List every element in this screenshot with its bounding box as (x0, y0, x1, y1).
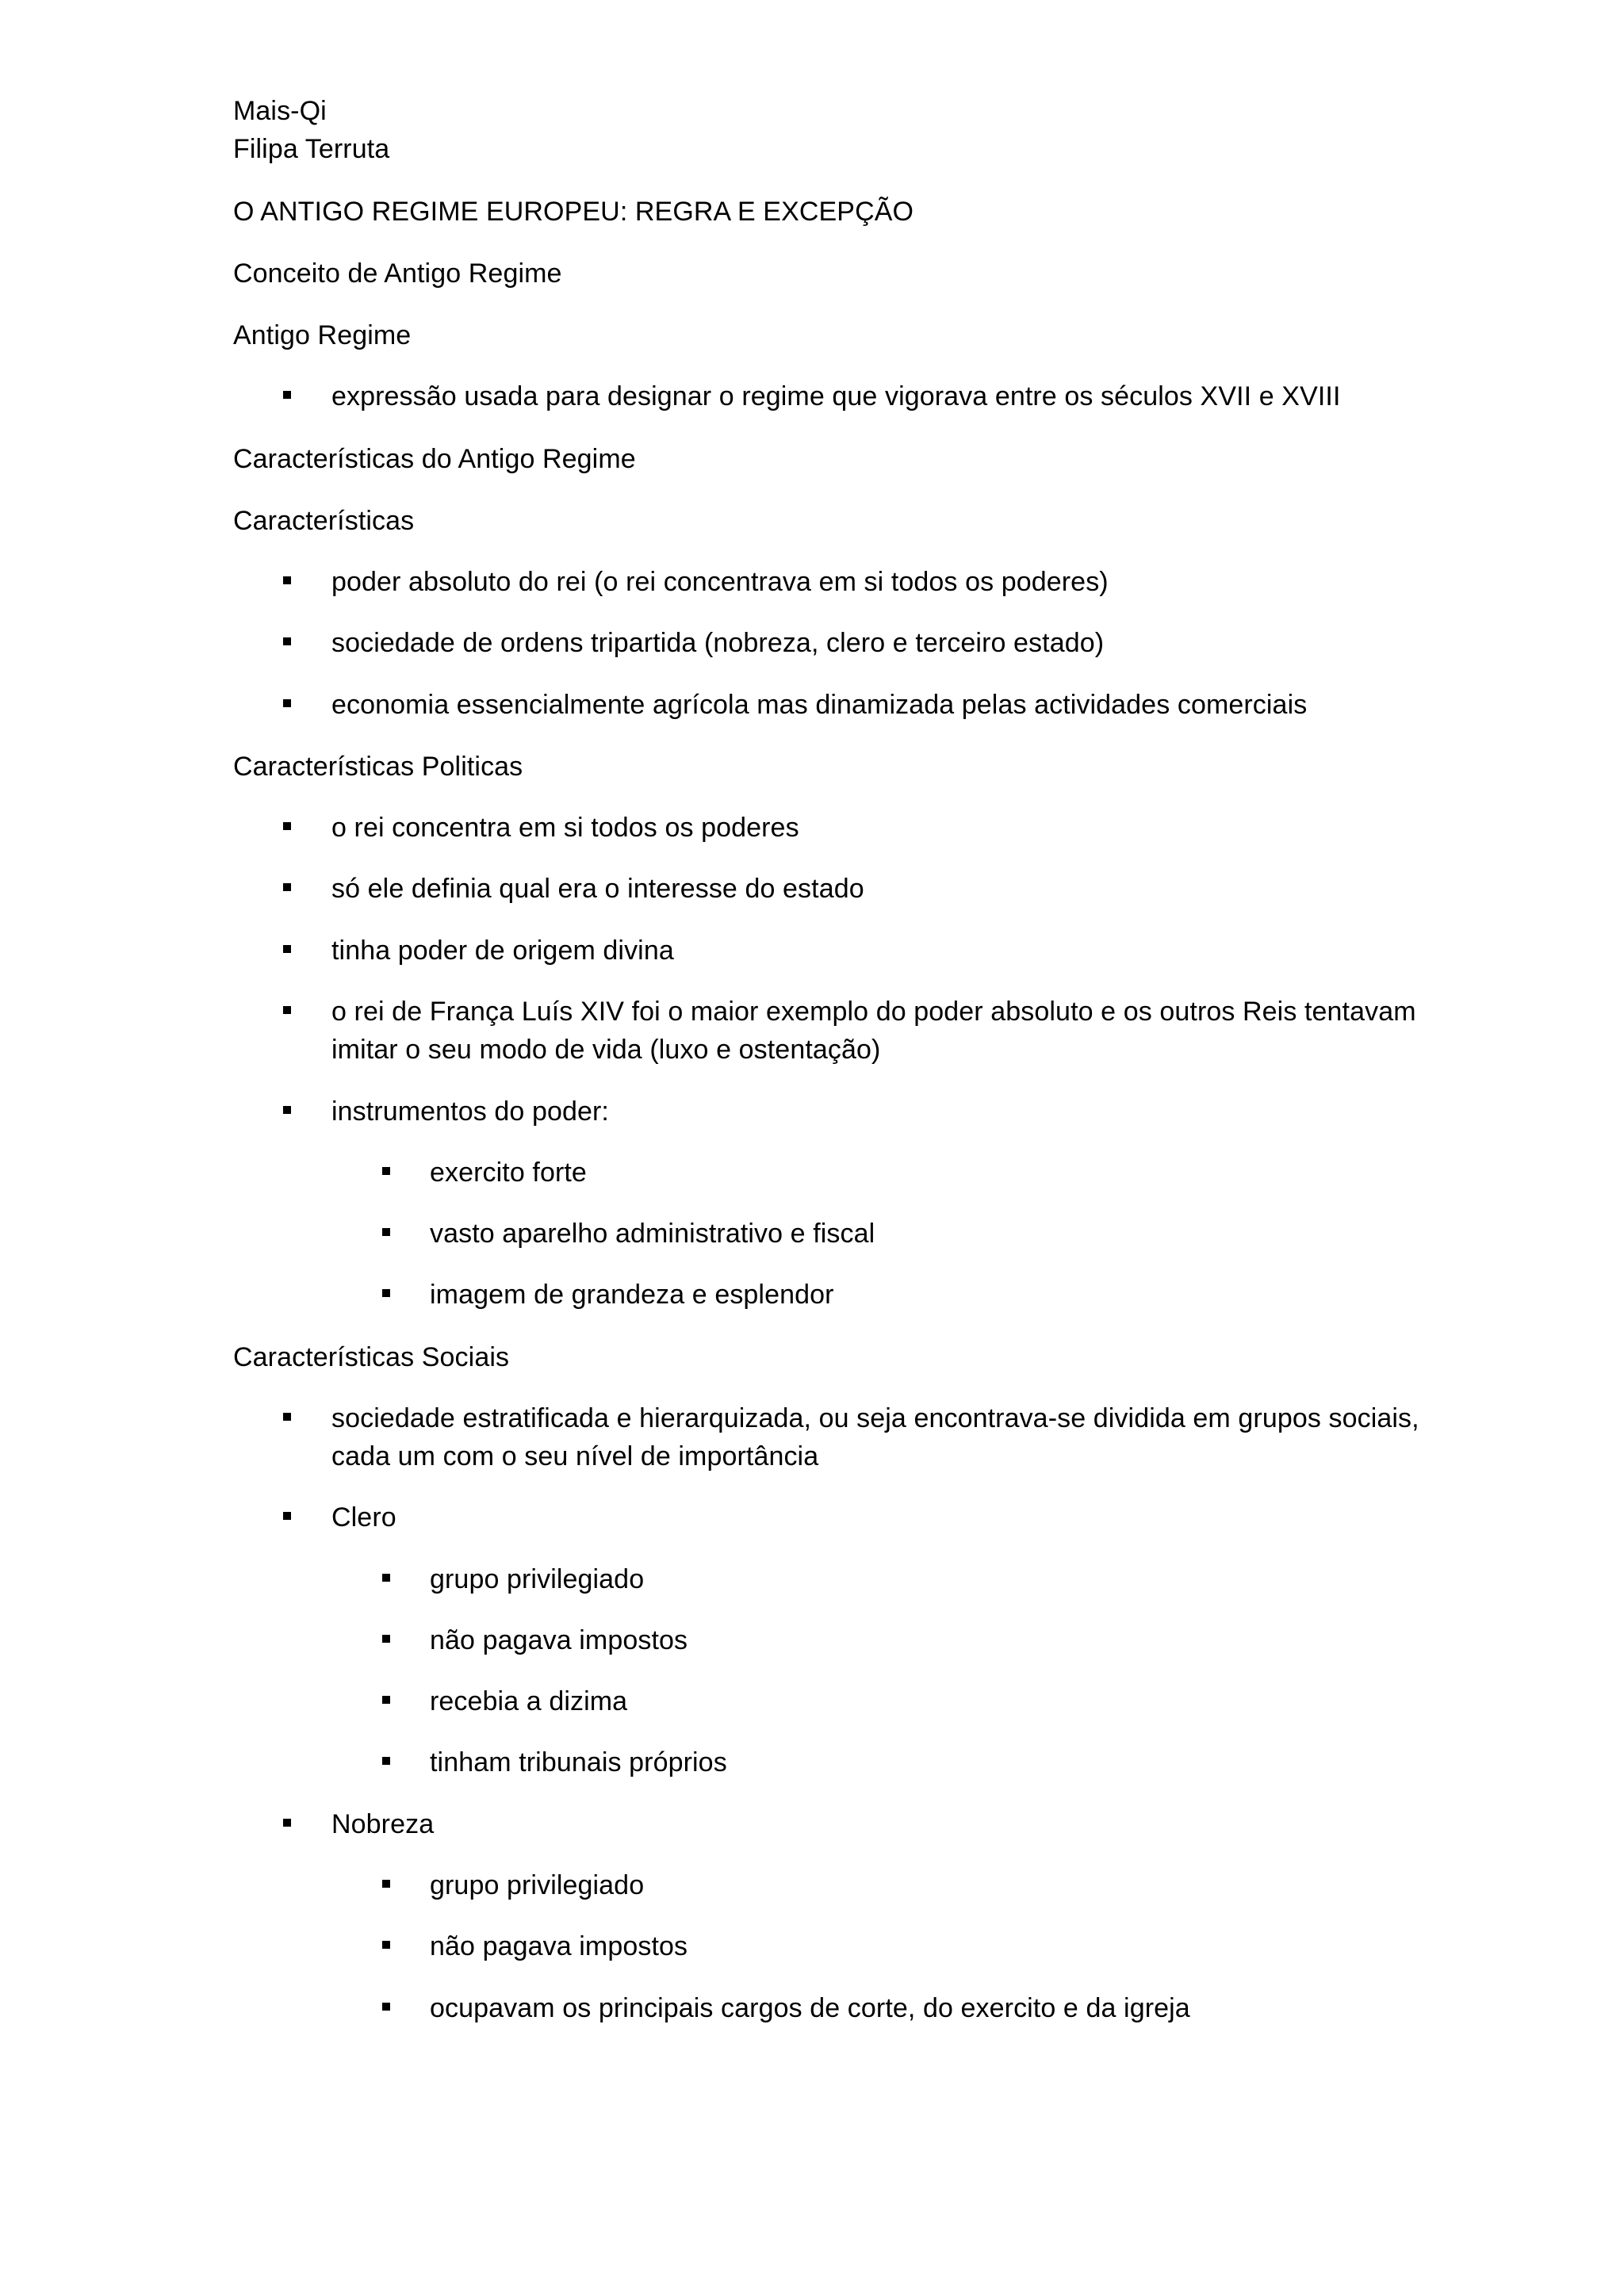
square-bullet-icon (283, 822, 291, 830)
square-bullet-icon (382, 1880, 390, 1888)
square-bullet-icon (382, 1757, 390, 1765)
list-item (233, 870, 1423, 908)
list-item (233, 1093, 1423, 1131)
list-item-text: imagem de grandeza e esplendor (430, 1280, 834, 1311)
list-item-text: sociedade de ordens tripartida (nobreza, clero e terceiro estado) (331, 628, 1105, 659)
author-name: Filipa Terruta (233, 134, 390, 165)
square-bullet-icon (283, 1106, 291, 1114)
list-item (233, 1989, 1423, 2027)
political-heading: Características Politicas (233, 751, 523, 782)
nobility-list (233, 1866, 1423, 2027)
list-item (233, 1276, 1423, 1314)
list-item (233, 1682, 1423, 1720)
list-item (233, 1560, 1423, 1598)
list-item-text: vasto aparelho administrativo e fiscal (430, 1219, 875, 1249)
list-item-text: o rei concentra em si todos os poderes (331, 813, 799, 844)
social-list (233, 1399, 1423, 1537)
list-item-text: poder absoluto do rei (o rei concentrava em si todos os poderes) (331, 567, 1109, 598)
list-item (233, 1743, 1423, 1781)
document-title: O ANTIGO REGIME EUROPEU: REGRA E EXCEPÇÃO (233, 196, 914, 227)
list-item-text: economia essencialmente agrícola mas dinamizada pelas actividades comerciais (331, 689, 1308, 720)
square-bullet-icon (283, 576, 291, 584)
square-bullet-icon (283, 1006, 291, 1014)
square-bullet-icon (283, 1512, 291, 1520)
square-bullet-icon (283, 883, 291, 891)
list-item (233, 1399, 1423, 1476)
list-item (233, 1805, 1423, 1843)
square-bullet-icon (382, 1289, 390, 1297)
list-item (233, 624, 1423, 662)
list-item-text: grupo privilegiado (430, 1869, 645, 1900)
list-item (233, 377, 1423, 415)
list-item-text: não pagava impostos (430, 1624, 688, 1655)
square-bullet-icon (283, 1413, 291, 1421)
square-bullet-icon (382, 2003, 390, 2011)
organization-name: Mais-Qi (233, 96, 327, 126)
list-item-text: ocupavam os principais cargos de corte, do exercito e da igreja (430, 1992, 1190, 2023)
list-item-text: só ele definia qual era o interesse do estado (331, 874, 864, 905)
clergy-list (233, 1560, 1423, 1782)
social-heading: Características Sociais (233, 1341, 510, 1372)
list-item-text: sociedade estratificada e hierarquizada, ou seja encontrava-se dividida em grupos sociais, cada um com o seu nível de importância (331, 1402, 1419, 1472)
list-item (233, 993, 1423, 1070)
political-list (233, 809, 1423, 1131)
power-instruments-list (233, 1154, 1423, 1314)
list-item (233, 1621, 1423, 1659)
list-item (233, 1498, 1423, 1536)
square-bullet-icon (283, 637, 291, 645)
list-item (233, 686, 1423, 724)
list-item-text: Clero (331, 1502, 396, 1533)
list-item-text: tinha poder de origem divina (331, 935, 674, 966)
list-item-text: instrumentos do poder: (331, 1096, 609, 1127)
concept-heading: Conceito de Antigo Regime (233, 258, 562, 289)
square-bullet-icon (283, 1819, 291, 1827)
list-item-text: tinham tribunais próprios (430, 1747, 727, 1778)
square-bullet-icon (283, 699, 291, 707)
antigo-regime-list (233, 377, 1423, 415)
square-bullet-icon (382, 1228, 390, 1236)
list-item-text: o rei de França Luís XIV foi o maior exemplo do poder absoluto e os outros Reis tentavam imitar o seu modo de vida (luxo e ostentação) (331, 996, 1416, 1066)
square-bullet-icon (382, 1167, 390, 1175)
square-bullet-icon (382, 1941, 390, 1949)
list-item-text: não pagava impostos (430, 1931, 688, 1962)
list-item (233, 1215, 1423, 1253)
list-item-text: Nobreza (331, 1808, 435, 1839)
list-item (233, 809, 1423, 847)
list-item (233, 1927, 1423, 1965)
list-item-text: exercito forte (430, 1157, 587, 1188)
document-content (233, 92, 1423, 2027)
list-item (233, 1866, 1423, 1904)
square-bullet-icon (283, 945, 291, 953)
list-item (233, 932, 1423, 970)
square-bullet-icon (382, 1696, 390, 1704)
square-bullet-icon (382, 1574, 390, 1582)
characteristics-heading: Características (233, 505, 415, 536)
antigo-regime-heading: Antigo Regime (233, 320, 412, 351)
characteristics-main-heading: Características do Antigo Regime (233, 443, 636, 474)
list-item-text: expressão usada para designar o regime que vigorava entre os séculos XVII e XVIII (331, 381, 1341, 412)
square-bullet-icon (283, 391, 291, 399)
social-list-continued (233, 1805, 1423, 1843)
list-item (233, 1154, 1423, 1192)
list-item-text: recebia a dizima (430, 1686, 628, 1717)
list-item-text: grupo privilegiado (430, 1563, 645, 1594)
characteristics-list (233, 563, 1423, 724)
list-item (233, 563, 1423, 601)
square-bullet-icon (382, 1635, 390, 1643)
